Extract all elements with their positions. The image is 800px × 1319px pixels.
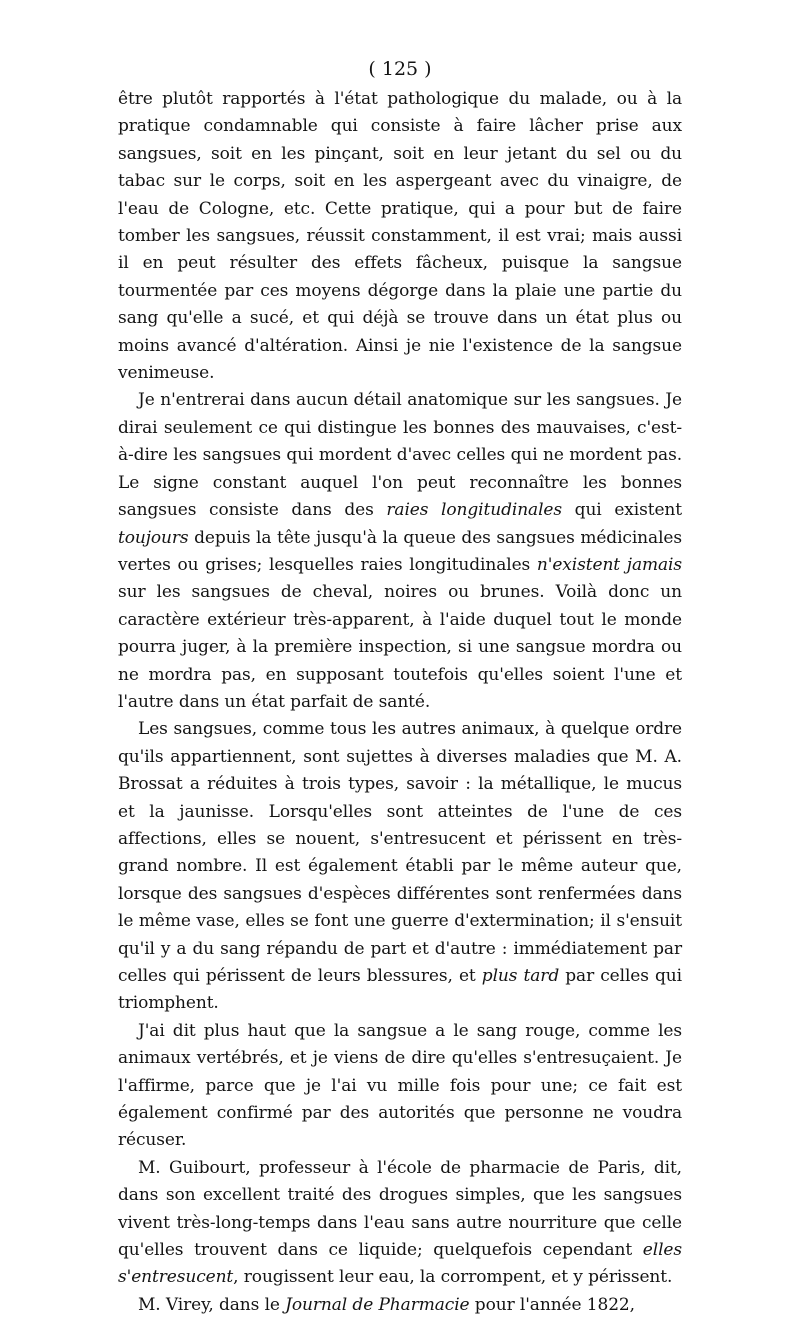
text-run: depuis la tête jusqu'à la queue des sangsues médicinales vertes ou grises; lesquelles raies longitudinales [118,527,682,575]
text-run: M. Guibourt, professeur à l'école de pharmacie de Paris, dit, dans son excellent traité des drogues simples, que les sangsues vivent très-long-temps dans l'eau sans autre nourriture que celle qu'elles trouvent dans ce liquide; quelquefois cependant [118,1157,682,1261]
text-run: pour l'année 1822, [469,1294,635,1315]
text-run: J'ai dit plus haut que la sangsue a le sang rouge, comme les animaux vertébrés, et je viens de dire qu'elles s'entresuçaient. Je l'affirme, parce que je l'ai vu mille fois pour une; ce fait est également confirmé par des autorités que personne ne voudra récuser. [118,1020,682,1151]
text-run: M. Virey, dans le [138,1294,286,1315]
italic-text: elles s'entresucent [118,1240,682,1288]
page-number: ( 125 ) [368,58,432,80]
body-text [118,86,682,1319]
text-run: être plutôt rapportés à l'état pathologique du malade, ou à la pratique condamnable qui consiste à faire lâcher prise aux sangsues, soit en les pinçant, soit en leur jetant du sel ou du tabac sur le corps, soit en les aspergeant avec du vinaigre, de l'eau de Cologne, etc. Cette pratique, qui a pour but de faire tomber les sangsues, réussit constamment, il est vrai; mais aussi il en peut résulter des effets fâcheux, puisque la sangsue tourmentée par ces moyens dégorge dans la plaie une partie du sang qu'elle a sucé, et qui déjà se trouve dans un état plus ou moins avancé d'altération. Ainsi je nie l'existence de la sangsue venimeuse. [118,89,682,384]
italic-text: raies longitudinales [386,500,562,521]
text-run: Je n'entrerai dans aucun détail anatomique sur les sangsues. Je dirai seulement ce qui distingue les bonnes des mauvaises, c'est-à-dire les sangsues qui mordent d'avec celles qui ne mordent pas. Le signe constant auquel l'on peut reconnaître les bonnes sangsues consiste dans des [118,390,682,521]
book-page [118,56,682,1319]
paragraph [118,1018,682,1155]
text-run: qui existent [562,500,682,521]
italic-text: plus tard [481,966,560,986]
text-run: Les sangsues, comme tous les autres animaux, à quelque ordre qu'ils appartiennent, sont sujettes à diverses maladies que M. A. Brossat a réduites à trois types, savoir : la métallique, le mucus et la jaunisse. Lorsqu'elles sont atteintes de l'une de ces affections, elles se nouent, s'entresucent et périssent en très-grand nombre. Il est également établi par le même auteur que, lorsque des sangsues d'espèces différentes sont renfermées dans le même vase, elles se font une guerre d'extermination; il s'ensuit qu'il y a du sang répandu de part et d'autre : immédiatement par celles qui périssent de leurs blessures, et [118,719,682,986]
text-run: , rougissent leur eau, la corrompent, et y périssent. [233,1267,673,1288]
paragraph [118,1155,682,1292]
paragraph [118,716,682,1017]
italic-text: Journal de Pharmacie [285,1294,470,1315]
text-run: par celles qui triomphent. [118,966,682,1014]
paragraph [118,1292,682,1319]
paragraph [118,86,682,387]
italic-text: toujours [118,527,189,548]
text-run: sur les sangsues de cheval, noires ou brunes. Voilà donc un caractère extérieur très-apparent, à l'aide duquel tout le monde pourra juger, à la première inspection, si une sangsue mordra ou ne mordra pas, en supposant toutefois qu'elles soient l'une et l'autre dans un état parfait de santé. [118,582,682,712]
italic-text: n'existent jamais [536,554,682,575]
paragraph [118,387,682,716]
